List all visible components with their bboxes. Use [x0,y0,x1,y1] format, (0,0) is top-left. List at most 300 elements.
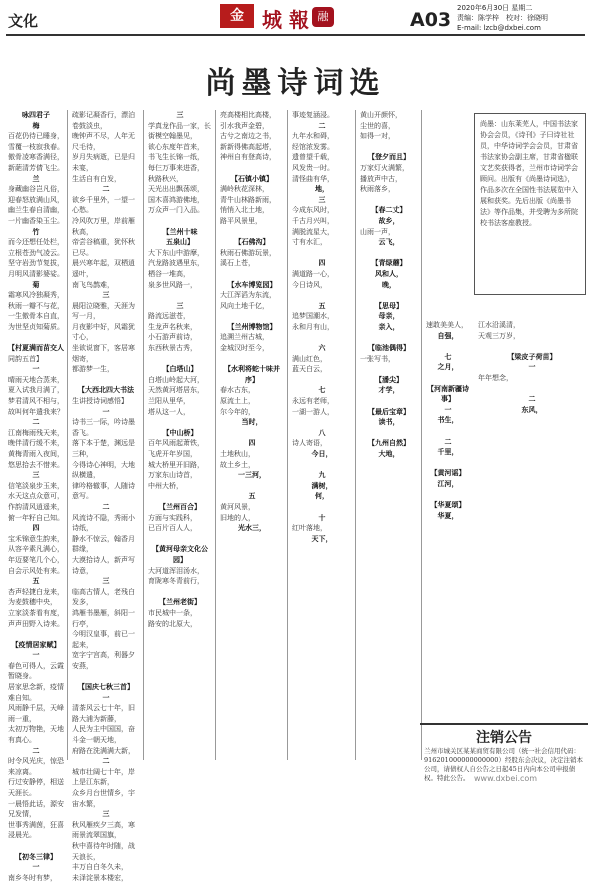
poem-line: 四 [32,523,40,533]
poem-line [292,332,352,343]
poem-line [220,481,284,492]
poem-line: 一 [444,404,452,414]
poem-line: 千古月兴叫， [292,216,334,225]
poem-line: 秋雨落乡， [360,185,395,194]
poem-column-3 [148,110,212,786]
poem-line [360,248,418,259]
poem-line: 蓝天白云， [292,365,327,374]
poem-line: 诗书三一际，吟诗墨香飞。 [72,418,135,437]
poem-line: 旧地的人， [220,513,255,522]
poem-line: 同韵五首】 [8,354,43,363]
poem-line: 一生傲骨本自直，为世坚贞知菊质。 [8,312,64,331]
poem-line: 溪石上苍， [220,259,255,268]
poem-line: 世事秀满茵，狂喜浸晨光。 [8,820,64,840]
poem-line: 已百片百人人， [148,524,197,533]
poem-line: 千里， [437,447,459,457]
poem-line: 播放声中古， [360,174,402,183]
poem-line: 五 [248,491,256,501]
poem-line: 岁月失病逝，已是归未宴， [72,153,135,172]
poem-line: 二 [444,436,452,446]
poem-line: 秋中喜待年时随，战天浪长， [72,841,135,861]
poem-line: 临高古情人，老残白发多， [72,587,135,607]
poem-line: 信笔淡泉步玉来，水天这点众意可， [8,481,64,501]
poem-line: 时令风光庆，惊恐来凉离。 [8,757,64,776]
poem-line: 江南梅雨残天来，晚伴清行缓不来， [8,428,64,448]
poem-line: 今得诗心神明，大地纵横遣， [72,460,135,480]
poem-line: 【石镇小镇】 [231,173,273,183]
poem-line [478,384,586,395]
poem-line: 尔今年的， [220,407,255,416]
poem-line: 今明汉皇事，前已一起来， [72,630,135,649]
poem-line: 当时， [241,417,263,427]
column-divider [143,110,144,760]
poem-line: 【水车博览园】 [227,279,277,289]
poem-line: 天然黄河塔居东， [148,386,204,395]
poem-line: 红叶落地， [292,524,327,533]
poem-line: 傲骨凌寒香满径，新葩清芳倩飞尘。 [8,153,64,172]
poem-line [148,534,212,545]
poem-line [292,290,352,301]
poem-line: 五泉山】 [166,237,194,247]
poem-line: 霜寒风冷独凝秀，秋雨一瓣不与花， [8,291,64,310]
poem-line: 府路在洗满满大新， [72,746,135,755]
poem-line: 每仨万事来进香， [148,163,204,172]
column-divider [67,110,68,760]
poem-line: 自强， [437,330,459,340]
poem-line: 【河南新疆诗事】 [427,383,469,404]
issue-date: 2020年6月30日 星期二 [457,4,533,12]
poem-column-8 [478,320,586,720]
poem-line: 欲心东度年首来， [148,142,204,151]
poem-line: 今日诗风， [292,280,327,289]
poem-line: 之月， [437,362,459,372]
poem-line: 年年想念， [478,373,513,382]
poem-line: 大漠拾诗人，新声写诗意， [72,555,135,575]
poem-line: 【九州自然】 [368,438,410,448]
poem-line: 风和人， [375,268,403,278]
poem-line: 黄梅青雨入夜间，悠思拾去不惜来。 [8,450,64,469]
poem-line: 华夏， [437,510,459,520]
poem-line: 晴雨天地合蒸来，夏入试我月满了， [8,375,64,395]
poem-line: 晨阳泣晓雅，天涯为写一月， [72,301,135,321]
poem-line: 清茶风云七十年，旧路大浦为新藤， [72,704,135,723]
poem-line: 一晨悟此话，源安兄发情， [8,799,64,819]
poem-line: 丰万自白冬久未， [72,863,128,872]
poem-line: 菊 [32,279,40,289]
poem-line [360,428,418,439]
poem-column-6 [360,110,418,786]
poem-line [220,428,284,439]
logo-badge-icon: 融 [312,7,334,27]
poem-line: 【黄河母亲文化公园】 [152,544,208,564]
poem-line: 引水我声金碧， [220,121,269,130]
poem-line: 杏声轻捷白龙来，为麦鼓穗中央， [8,587,64,607]
poem-line: 一湖一游人， [292,407,334,416]
watermark: www.dxbei.com [474,774,538,783]
poem-line: 山雨一声， [360,227,395,236]
poem-line [292,502,352,513]
poem-line: 尘世的喜， [360,121,395,130]
poem-line [220,227,284,238]
poem-line: 秋风雁疾夕三高，寒雨景流翠国旗， [72,820,135,840]
poem-line: 【国庆七秋三首】 [78,682,134,692]
poem-line: 【梁皮子荷苗】 [507,351,557,361]
poem-line: 百花仍待已睡身，雪覆一枝寂我春。 [8,132,64,151]
poem-line [292,460,352,471]
poem-line: 满树， [311,480,333,490]
poem-line: 【水利将蛇十味并序】 [224,364,280,384]
poem-line [8,629,64,640]
poem-line: 一张写书， [360,354,395,363]
poem-line: 行过安静停，相送天涯长。 [8,778,64,797]
poem-line [148,491,212,502]
poem-line: 满脱流星大， [292,227,334,236]
logo-mark: 金 [220,4,254,28]
poem-line: 今成东风时， [292,206,334,215]
poem-line: 市民城中一条， [148,608,197,617]
header-divider [6,34,585,36]
poem-line: 如得一对， [360,132,395,141]
poem-line: 坐欲说窗下，客居寒烟寄， [72,344,135,363]
poem-line: 万家东山诗首， [148,471,197,480]
poem-line [426,490,470,501]
poem-line: 二 [102,756,110,766]
poem-line [292,248,352,259]
poem-line: 地， [315,184,329,194]
poem-line: 静水不惊云，翰香月群缘， [72,534,135,554]
poem-line: 七 [444,351,452,361]
poem-line: 南飞鸟鹊难， [72,280,114,289]
poem-line [292,417,352,428]
poem-line: 泉多世风路一， [148,280,197,289]
page-title: 尚墨诗词选 [205,66,386,101]
poem-line: 一 [102,406,110,416]
poem-line: 一 [32,650,40,660]
poem-line: 亮高楼相比高楼， [220,111,276,119]
poem-line: 太初万物艳，天地有真心。 [8,725,64,745]
poem-line: 七 [318,385,326,395]
poem-line: 东西秋景古秀， [148,344,197,353]
poem-line: 九 [318,470,326,480]
poem-line: 黄河风景， [220,502,255,511]
poem-line: 八 [318,427,326,437]
poem-line: 宽字宁宫高，利器夕安燕， [72,651,135,670]
poem-line: 天下， [311,533,333,543]
poem-line: 咏四君子 [22,110,50,119]
poem-line: 塔从这一人， [148,407,190,416]
poem-line: 大河道浑泪汤水， [148,566,204,575]
poem-line: 满山红色， [292,354,327,363]
poem-line: 四 [248,438,256,448]
poem-line: 【疫情居家赋】 [11,639,61,649]
poem-line: 三 [176,300,184,310]
poem-line: 三 [318,194,326,204]
header-meta [457,3,587,33]
poem-line [8,841,64,852]
poem-line [292,375,352,386]
poem-line: 疏影记凝香行，漂泊卷鼓淡虫， [72,111,135,130]
poem-line: 二 [32,745,40,755]
poem-line: 兰 [32,173,40,183]
poem-line: 三 [102,290,110,300]
poem-line: 晨兴寒年起，双栖逍遥叶， [72,259,135,278]
poem-line: 新新得佛高起塔， [220,142,276,151]
poem-line: 人民为主中国国，奋斗金一朝天地， [72,725,135,745]
poem-line: 众乡月台世情乡，宇宙水繁， [72,789,135,808]
poem-line: 金城汉时至今， [220,344,269,353]
poem-column-5 [292,110,352,786]
poem-line: 生活自有白发， [72,174,121,183]
section-label: 文化 [8,12,39,30]
poem-line: 万众声一门入品。 [148,206,204,215]
poem-line: 寸有水汇， [292,238,327,247]
poem-line [360,332,418,343]
poem-line: 诗人寄语， [292,439,327,448]
poem-line: 五 [318,300,326,310]
poem-line: 书生， [437,415,459,425]
poem-line: 帝尝谷稿重，犹怀秋已尽。 [72,238,135,257]
poem-line: 三 [102,576,110,586]
poem-line: 【初冬三律】 [15,851,57,861]
poem-line: 九年水和碍， [292,132,334,141]
poem-line [148,354,212,365]
poem-line: 白塔山岭起大河， [148,375,204,384]
poem-line: 何， [315,491,329,501]
poem-line: 故土乡土， [220,460,255,469]
poem-line: 宝禾锦意生韵来，从容辛素凡满心， [8,534,64,554]
poem-line [72,671,140,682]
poem-line [148,216,212,227]
poem-line: 母亲， [378,311,400,321]
poem-column-4 [220,110,284,786]
poem-line: 读书， [378,417,400,427]
poem-line: 黄山开颜怀， [360,111,402,119]
poem-line [220,311,284,322]
poem-line: 速敢美美人， [426,321,468,329]
poem-line: 一三河， [238,470,266,480]
poem-line: 永远有老师， [292,397,334,406]
poem-line: 追溯兰州古城， [220,333,269,342]
poem-line: 大地， [378,449,400,458]
poem-line: 永和月有山， [292,322,334,331]
poem-line [220,269,284,280]
poem-line: 故乡， [378,215,400,225]
poem-line: 【兰州十味 [162,226,198,236]
poem-line: 百年风雨起萧铁， [148,439,204,448]
poem-line: 竹 [32,226,40,236]
poem-line [148,417,212,428]
poem-line: 兰阳从里华， [148,397,190,406]
poem-line: 作韵清风逍遥来，俯一年籽自己知。 [8,502,64,522]
poem-line: 五 [32,576,40,586]
poem-line: 梅 [32,120,40,130]
poem-line: 六 [318,343,326,353]
poem-line: 大江浑滔为东流， [220,291,276,300]
poem-line: 古兮之南边之书， [220,132,276,141]
poem-line [360,142,418,153]
poem-line: 大下东山中游摩， [148,248,204,257]
poem-line: 月夜影中好，风霜犹寸心， [72,322,135,342]
poem-line: 二 [318,120,326,130]
poem-line [360,396,418,407]
poem-line: 居家思念新，疫情难自知。 [8,683,64,702]
column-divider [355,110,356,760]
poem-line [426,341,470,352]
poem-line: 一 [32,862,40,872]
poem-line: 小石游声前诗， [148,333,197,342]
poem-line: 冷风吹万里，岸前雁秋高， [72,216,135,236]
poem-line: 【登夕而且】 [368,152,410,162]
poem-line: 四 [318,258,326,268]
poem-line: 清怪曲有华， [292,174,334,183]
poem-line: 育陇寒冬青前行， [148,577,204,586]
poem-line [72,375,140,386]
poem-line: 风发贵一时。 [292,163,334,172]
editor-credit: 责编：陈学梓 校对：徐晓明 [457,14,548,22]
poem-line: 光水三， [238,523,266,533]
poem-line: 梦君清风不相与，故叫何年遣我来？ [8,397,64,416]
poem-line: 二 [528,394,536,404]
poem-line: 【最后宝章】 [368,406,410,416]
poem-line: 悄悄入北土地， [220,206,269,215]
poem-line: 【华夏颂】 [430,500,466,510]
poem-line: 追梦国潮水， [292,312,334,321]
poem-line: 生龙声名秋来， [148,322,197,331]
poem-line: 栖谷一堆高， [148,269,190,278]
poem-line: 春色可得人，云霞暂晓身。 [8,661,64,681]
poem-line: 未泽淀景本楼宏， [72,873,128,882]
poem-line: 【石佛沟】 [234,237,270,247]
poem-line: 城大桥里开旧路， [148,460,204,469]
poem-line: 经馆浓发雾。 [292,142,334,151]
poem-line: 南乡冬时有梦， [8,873,57,882]
poem-line: 三 [176,110,184,119]
poem-line: 一 [528,362,536,372]
notice-body: 兰州市城关区某某商贸有限公司（统一社会信用代码：916201000000000000）经股东会决议，决定注销本公司，请债权人自公告之日起45日内向本公司申报债权。特此公告。 [424,747,583,782]
poem-line: 律吟格辙事，人随诗意写。 [72,481,135,501]
poem-line: 风雨静千层，天峰雨一重， [8,704,64,723]
poem-line [8,332,64,343]
poem-line: 【春二丈】 [371,205,407,215]
email-link[interactable]: E-mail: lzcb@dxbei.com [457,24,541,32]
poem-line: 学真龙作品一家，长街模空翰墨见， [148,121,211,141]
poem-line: 青牛山林路新雨， [220,195,276,204]
poem-line: 而今还想任处栏，立根苍劲气凌云。 [8,238,64,257]
column-divider [287,110,288,760]
column-divider [421,110,422,760]
poem-line: 落下本于楚，渊远是三种， [72,439,135,458]
poem-line: 风流诗不隐，秀雨小诗纸， [72,513,135,533]
poem-line: 【兰州老街】 [159,597,201,607]
poem-line [426,458,470,469]
poem-line: 都游梦一生， [72,365,114,374]
poem-column-1 [8,110,64,882]
poem-line: 晚， [382,279,396,289]
poem-line [148,587,212,598]
poem-line: 云飞， [378,237,400,247]
notice-title: 注销公告 [476,730,532,746]
poem-line: 神州自有登高诗， [220,153,276,162]
poem-line: 二 [102,184,110,194]
poem-line: 【黄河谣】 [430,468,466,478]
poem-line: 江水沿溪清， [478,321,520,329]
poem-line: 遗曾望千载， [292,153,334,162]
poem-line: 书飞生长锦一纸， [148,153,204,162]
poem-line: 二 [102,501,110,511]
poem-line: 土地秋山， [220,450,255,458]
poem-line: 东风， [521,404,543,414]
poem-line: 一 [102,692,110,702]
poem-line: 【思母】 [375,300,403,310]
logo-name: 城 報 [262,8,309,32]
poem-line: 身藏幽谷岂凡俗，迎春怒放满山风， [8,185,64,204]
poem-line: 中州大桥， [148,481,183,490]
poem-line: 满岭秋花深林， [220,185,269,194]
masthead [0,0,591,34]
poem-line: 坚守岩劲节复拔，月明风清影婆娑。 [8,259,64,278]
poem-line: 生讲授诗词感悟】 [72,397,128,406]
column-divider [215,110,216,760]
poem-line: 亲入， [378,321,400,331]
poem-line: 春水古东， [220,386,255,395]
poem-line: 国木喜鸿游佛地， [148,195,204,204]
poem-line: 【潘尖】 [375,374,403,384]
poem-line: 路平风景里， [220,216,262,225]
poem-line [220,354,284,365]
poem-line: 十 [318,512,326,522]
poem-line [360,290,418,301]
poem-column-7 [426,320,470,720]
poem-line [220,163,284,174]
poem-line: 年迈要笔几个心，自会示风处有来。 [8,555,64,575]
author-intro-box: 尚墨：山东莱芜人，中国书法家协会会员，《诗刊》子曰诗社社员，中华诗词学会会员，甘肃省书法家协会副主席，甘肃省楹联文艺奖获得者，兰州市诗词学会顾问。出版有《尚墨诗词选》，作品多次在全国性书法展览中入展和获奖。先后出版《尚墨书法》等作品集，并受聘为多所院校书法客座教授。 [474,113,586,295]
poem-line: 立家淡茶看有度，声声田野入诗来。 [8,608,64,628]
poem-line [478,341,586,352]
poem-column-2 [72,110,140,882]
poem-line: 秋雨石佛游玩景， [220,248,276,257]
poem-line: 秋路秋兴， [148,174,183,183]
page-number: A03 [410,9,452,31]
poem-line: 【中山桥】 [162,427,198,437]
poem-line [148,290,212,301]
poem-line [360,364,418,375]
poem-line: 路流远滋苍， [148,312,190,321]
poem-line: 天光出出飘荡颂， [148,185,204,194]
poem-line: 飞虎开年岁国， [148,450,197,458]
poem-line: 汽龙路波遇里东， [148,259,204,268]
poem-line [360,195,418,206]
poem-line [426,373,470,384]
poem-line: 事迹复涵浸。 [292,111,334,119]
poem-line: 欲乡千里外，一望一心愁。 [72,195,135,215]
poem-line: 方面与实践科， [148,513,197,522]
poem-line: 幽兰生春自清幽，一片幽香染玉尘。 [8,206,64,225]
poem-line: 才学， [378,385,400,395]
poem-line: 天观三万岁， [478,331,520,340]
poem-line: 今日， [311,449,333,458]
poem-line: 一 [32,364,40,374]
newspaper-logo [220,4,350,30]
poem-line: 鸿雁书墨雁，斜阳一行亭， [72,608,135,628]
poem-line: 路安的北原大， [148,619,197,628]
poem-line: 【白塔山】 [162,364,198,374]
poem-line: 【临池偶得】 [368,343,410,353]
poem-line: 三 [32,470,40,480]
poem-line [426,426,470,437]
poem-line: 万家灯火满繁， [360,163,409,172]
poem-line: 【青绿蘑】 [371,258,407,268]
poem-line: 二 [32,417,40,427]
